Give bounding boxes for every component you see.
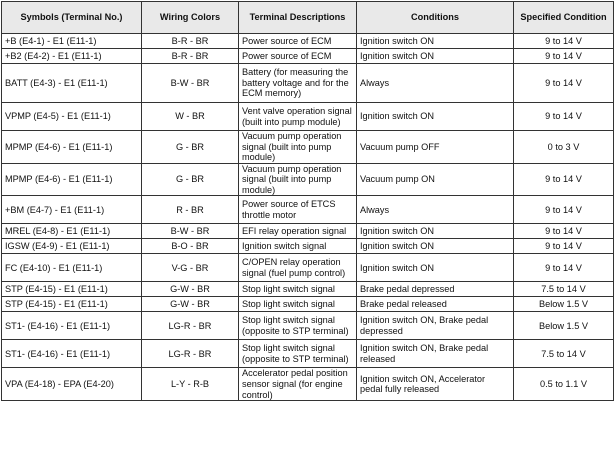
cell-symbol: MPMP (E4-6) - E1 (E11-1) (2, 131, 142, 164)
cell-symbol: MREL (E4-8) - E1 (E11-1) (2, 224, 142, 239)
table-row (2, 49, 614, 64)
cell-wiring-color: LG-R - BR (142, 340, 239, 368)
cell-symbol: STP (E4-15) - E1 (E11-1) (2, 297, 142, 312)
table-row (2, 282, 614, 297)
cell-description: Stop light switch signal (239, 282, 357, 297)
terminal-spec-table (1, 1, 614, 401)
cell-wiring-color: LG-R - BR (142, 312, 239, 340)
cell-symbol: +B2 (E4-2) - E1 (E11-1) (2, 49, 142, 64)
cell-condition: Brake pedal depressed (357, 282, 514, 297)
cell-specified: 9 to 14 V (514, 103, 614, 131)
cell-symbol: ST1- (E4-16) - E1 (E11-1) (2, 340, 142, 368)
cell-specified: 9 to 14 V (514, 196, 614, 224)
cell-wiring-color: L-Y - R-B (142, 368, 239, 401)
cell-symbol: BATT (E4-3) - E1 (E11-1) (2, 64, 142, 103)
cell-specified: 9 to 14 V (514, 239, 614, 254)
cell-condition: Ignition switch ON, Accelerator pedal fully released (357, 368, 514, 401)
cell-condition: Brake pedal released (357, 297, 514, 312)
cell-condition: Ignition switch ON (357, 34, 514, 49)
table-row (2, 34, 614, 49)
cell-description: Stop light switch signal (opposite to STP terminal) (239, 312, 357, 340)
cell-wiring-color: G-W - BR (142, 297, 239, 312)
cell-wiring-color: W - BR (142, 103, 239, 131)
table-row (2, 340, 614, 368)
cell-description: Ignition switch signal (239, 239, 357, 254)
header-specified-condition: Specified Condition (514, 2, 614, 34)
cell-description: C/OPEN relay operation signal (fuel pump control) (239, 254, 357, 282)
cell-condition: Ignition switch ON (357, 49, 514, 64)
header-symbols: Symbols (Terminal No.) (2, 2, 142, 34)
cell-wiring-color: R - BR (142, 196, 239, 224)
table-row (2, 312, 614, 340)
cell-specified: 7.5 to 14 V (514, 340, 614, 368)
cell-wiring-color: B-R - BR (142, 49, 239, 64)
cell-condition: Always (357, 196, 514, 224)
cell-description: Power source of ECM (239, 49, 357, 64)
cell-wiring-color: G - BR (142, 163, 239, 196)
table-row (2, 64, 614, 103)
cell-condition: Ignition switch ON, Brake pedal released (357, 340, 514, 368)
cell-symbol: VPA (E4-18) - EPA (E4-20) (2, 368, 142, 401)
cell-wiring-color: B-W - BR (142, 64, 239, 103)
cell-description: Stop light switch signal (239, 297, 357, 312)
table-row (2, 368, 614, 401)
cell-specified: 9 to 14 V (514, 224, 614, 239)
cell-wiring-color: G-W - BR (142, 282, 239, 297)
cell-wiring-color: G - BR (142, 131, 239, 164)
cell-specified: 9 to 14 V (514, 163, 614, 196)
table-row (2, 239, 614, 254)
table-row (2, 103, 614, 131)
table-row (2, 224, 614, 239)
cell-wiring-color: B-O - BR (142, 239, 239, 254)
cell-description: Power source of ETCS throttle motor (239, 196, 357, 224)
cell-symbol: VPMP (E4-5) - E1 (E11-1) (2, 103, 142, 131)
cell-description: EFI relay operation signal (239, 224, 357, 239)
cell-wiring-color: V-G - BR (142, 254, 239, 282)
cell-specified: 9 to 14 V (514, 49, 614, 64)
cell-condition: Ignition switch ON (357, 239, 514, 254)
cell-symbol: IGSW (E4-9) - E1 (E11-1) (2, 239, 142, 254)
cell-symbol: FC (E4-10) - E1 (E11-1) (2, 254, 142, 282)
cell-symbol: +B (E4-1) - E1 (E11-1) (2, 34, 142, 49)
cell-symbol: +BM (E4-7) - E1 (E11-1) (2, 196, 142, 224)
cell-specified: Below 1.5 V (514, 312, 614, 340)
cell-condition: Ignition switch ON (357, 103, 514, 131)
header-wiring-colors: Wiring Colors (142, 2, 239, 34)
table-row (2, 163, 614, 196)
cell-condition: Ignition switch ON (357, 254, 514, 282)
header-conditions: Conditions (357, 2, 514, 34)
cell-wiring-color: B-W - BR (142, 224, 239, 239)
cell-description: Stop light switch signal (opposite to STP terminal) (239, 340, 357, 368)
cell-condition: Ignition switch ON (357, 224, 514, 239)
spec-table-container (1, 1, 614, 401)
table-row (2, 131, 614, 164)
cell-symbol: STP (E4-15) - E1 (E11-1) (2, 282, 142, 297)
header-terminal-descriptions: Terminal Descriptions (239, 2, 357, 34)
cell-description: Battery (for measuring the battery voltage and for the ECM memory) (239, 64, 357, 103)
cell-specified: 0 to 3 V (514, 131, 614, 164)
cell-description: Power source of ECM (239, 34, 357, 49)
cell-description: Vacuum pump operation signal (built into pump module) (239, 163, 357, 196)
cell-description: Vent valve operation signal (built into pump module) (239, 103, 357, 131)
table-row (2, 254, 614, 282)
cell-condition: Vacuum pump ON (357, 163, 514, 196)
cell-description: Accelerator pedal position sensor signal (for engine control) (239, 368, 357, 401)
cell-specified: 9 to 14 V (514, 64, 614, 103)
cell-specified: 9 to 14 V (514, 254, 614, 282)
cell-specified: 9 to 14 V (514, 34, 614, 49)
table-row (2, 297, 614, 312)
cell-condition: Ignition switch ON, Brake pedal depressed (357, 312, 514, 340)
cell-specified: 7.5 to 14 V (514, 282, 614, 297)
cell-symbol: MPMP (E4-6) - E1 (E11-1) (2, 163, 142, 196)
cell-symbol: ST1- (E4-16) - E1 (E11-1) (2, 312, 142, 340)
table-header-row (2, 2, 614, 34)
cell-specified: 0.5 to 1.1 V (514, 368, 614, 401)
cell-description: Vacuum pump operation signal (built into pump module) (239, 131, 357, 164)
table-row (2, 196, 614, 224)
cell-wiring-color: B-R - BR (142, 34, 239, 49)
cell-condition: Vacuum pump OFF (357, 131, 514, 164)
cell-specified: Below 1.5 V (514, 297, 614, 312)
cell-condition: Always (357, 64, 514, 103)
table-body (2, 34, 614, 401)
